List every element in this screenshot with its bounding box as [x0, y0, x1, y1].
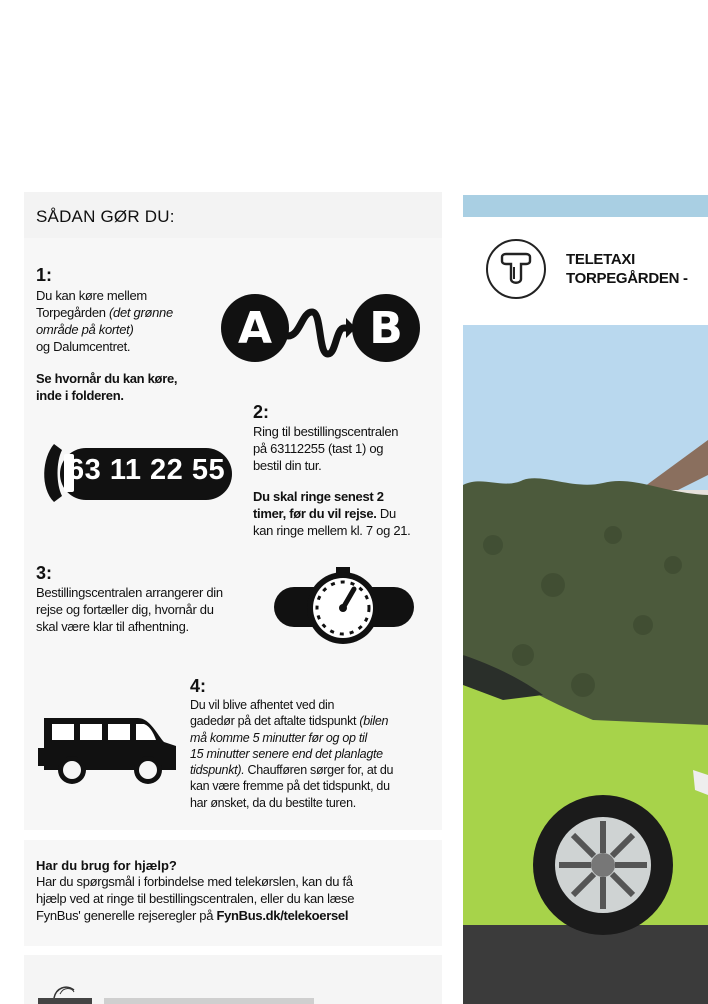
- step-1-line: og Dalumcentret.: [36, 339, 131, 354]
- step-1-line: område på kortet): [36, 322, 134, 337]
- step-2: [253, 402, 411, 539]
- phone-number: 63 11 22 55: [68, 454, 226, 486]
- step-2-line: Ring til bestillingscentralen: [253, 424, 399, 439]
- step-4-line: tidspunkt). Chaufføren sørger for, at du: [190, 763, 394, 778]
- help-line: hjælp ved at ringe til bestillingscentralen, eller du kan læse: [36, 891, 355, 906]
- logo-icon: [34, 980, 96, 1004]
- step-2-number: 2:: [253, 402, 270, 422]
- watch-icon: [272, 565, 416, 647]
- van-icon: [38, 708, 182, 788]
- step-4-line: må komme 5 minutter før og op til: [190, 730, 367, 745]
- step-1-text: [36, 287, 177, 404]
- footer-text-fragment: [104, 998, 314, 1004]
- step-1-note: inde i folderen.: [36, 388, 124, 403]
- step-4: [190, 676, 393, 811]
- step-1-note: Se hvornår du kan køre,: [36, 371, 178, 386]
- brand-subtitle: TORPEGÅRDEN -: [566, 270, 688, 287]
- step-2-note: Du skal ringe senest 2: [253, 489, 384, 504]
- step-1-number: 1:: [36, 265, 53, 285]
- help-section: [36, 858, 354, 924]
- help-line: FynBus' generelle rejseregler på FynBus.dk/telekoersel: [36, 908, 349, 923]
- step-4-line: har ønsket, da du bestilte turen.: [190, 795, 356, 810]
- step-4-line: kan være fremme på det tidspunkt, du: [190, 779, 390, 794]
- brand-text: [566, 250, 688, 288]
- step-3: [36, 563, 223, 635]
- step-1-line: Torpegården (det grønne: [36, 305, 173, 320]
- step-1-line: Du kan køre mellem: [36, 288, 147, 303]
- step-4-line: 15 minutter senere end det planlagte: [190, 746, 383, 761]
- help-link[interactable]: FynBus.dk/telekoersel: [216, 908, 349, 923]
- step-1: [36, 265, 177, 404]
- phone-number-badge: [38, 440, 234, 506]
- help-line: Har du spørgsmål i forbindelse med telekørslen, kan du få: [36, 874, 353, 889]
- icon-letter-a: A: [237, 303, 273, 354]
- step-3-line: rejse og fortæller dig, hvornår du: [36, 602, 214, 617]
- icon-letter-b: B: [369, 303, 403, 354]
- help-text: [36, 873, 354, 924]
- step-4-text: [190, 697, 393, 811]
- car-photo: [463, 325, 708, 1004]
- t-letter-icon: [488, 241, 544, 297]
- step-3-line: skal være klar til afhentning.: [36, 619, 189, 634]
- step-4-line: gadedør på det aftalte tidspunkt (bilen: [190, 714, 389, 729]
- top-color-bar: [463, 195, 708, 217]
- step-2-line: kan ringe mellem kl. 7 og 21.: [253, 523, 411, 538]
- teletaxi-logo-icon: [486, 239, 546, 299]
- route-a-to-b-icon: [218, 290, 424, 370]
- step-3-number: 3:: [36, 563, 53, 583]
- step-2-line: bestil din tur.: [253, 458, 322, 473]
- brand-title: TELETAXI: [566, 251, 635, 268]
- page-title: SÅDAN GØR DU:: [36, 207, 175, 226]
- step-2-line: timer, før du vil rejse. Du: [253, 506, 396, 521]
- step-3-line: Bestillingscentralen arrangerer din: [36, 585, 223, 600]
- taxi-car-image: [463, 325, 708, 1004]
- step-3-text: [36, 584, 223, 635]
- step-2-text: [253, 423, 411, 539]
- step-4-line: Du vil blive afhentet ved din: [190, 698, 335, 712]
- step-4-number: 4:: [190, 676, 207, 696]
- help-title: Har du brug for hjælp?: [36, 858, 177, 873]
- step-2-line: på 63112255 (tast 1) og: [253, 441, 384, 456]
